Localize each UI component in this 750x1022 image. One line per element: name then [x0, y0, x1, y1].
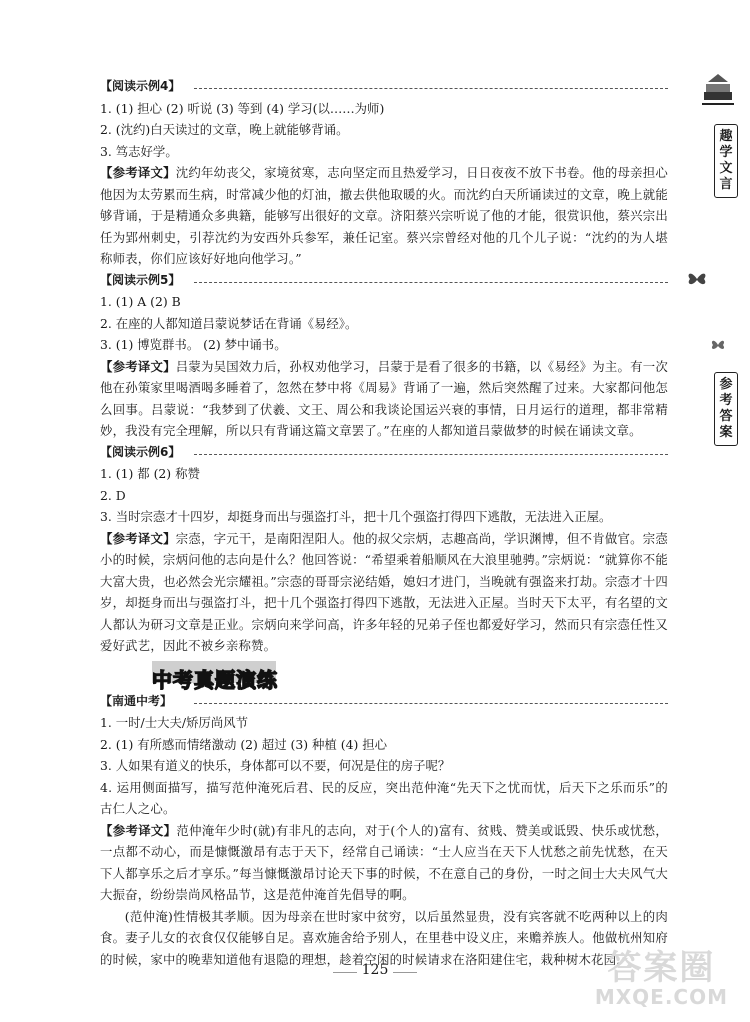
banner-title: 中考真题演练 — [152, 667, 278, 692]
butterfly-small-icon — [710, 338, 726, 352]
reference-translation — [100, 162, 668, 270]
reference-translation — [100, 528, 668, 657]
watermark-line2: MXQE.COM — [594, 985, 728, 1009]
watermark-line1: 答案圈 — [607, 948, 716, 988]
section-title-example-6: 【阅读示例6】 — [100, 442, 668, 464]
answer-line: 1. (1) 担心 (2) 听说 (3) 等到 (4) 学习(以……为师) — [100, 100, 385, 116]
answer-line: 2. (沈约)白天读过的文章，晚上就能够背诵。 — [100, 122, 349, 137]
side-tab-answers: 参考答案 — [714, 372, 738, 446]
reference-tag: 【参考译文】 — [100, 165, 176, 180]
section-title-nantong: 【南通中考】 — [100, 691, 668, 713]
side-tab-quxue: 趣学文言 — [714, 124, 738, 198]
reference-tag: 【参考译文】 — [100, 358, 176, 374]
reference-text: 沈约年幼丧父，家境贫寒，志向坚定而且热爱学习，日日夜夜不放下书卷。他的母亲担心他因为太劳累而生病，时常减少他的灯油，撤去供他取暖的火。而沈约白天所诵读过的文章，晚上就能够背诵，于是精通众多典籍，能够写出很好的文章。济阳蔡兴宗听说了他的才能，很赏识他，蔡兴宗出任为郢州刺史，引荐沈约为安西外兵参军，兼任记室。蔡兴宗曾经对他的几个儿子说：“沈约的为人堪称师表，你们应该好好地向他学习。” — [100, 165, 668, 266]
reference-text: 吕蒙为吴国效力后，孙权劝他学习，吕蒙于是看了很多的书籍，以《易经》为主。有一次他在孙策家里喝酒喝多睡着了，忽然在梦中将《周易》背诵了一遍，然后突然醒了过来。大家都问他怎么回事。吕蒙说：“我梦到了伏羲、文王、周公和我谈论国运兴衰的事情，日月运行的道理，都非常精妙，我没有完全理解，所以只有背诵这篇文章罢了。”在座的人都知道吕蒙做梦的时候在诵读文章。 — [100, 358, 668, 438]
reference-text: 范仲淹年少时(就)有非凡的志向，对于(个人的)富有、贫贱、赞美或诋毁、快乐或忧愁，一点都不动心，而是慷慨激昂有志于天下，经常自己诵读：“士人应当在天下人忧愁之前先忧愁，在天下人都享乐之后才享乐。”每当慷慨激昂讨论天下事的时候，不在意自己的身份，一时之间士大夫风气大大振奋，纷纷崇尚风格品节，这是范仲淹首先倡导的啊。 — [100, 822, 668, 902]
reference-translation — [100, 820, 668, 906]
answer-line: 3. 人如果有道义的快乐，身体都可以不要，何况是住的房子呢？ — [100, 758, 451, 773]
answer-line: 3. 当时宗悫才十四岁，却挺身而出与强盗打斗，把十几个强盗打得四下逃散，无法进入正屋。 — [100, 509, 612, 524]
watermark — [595, 950, 728, 1008]
exam-practice-banner — [100, 657, 668, 691]
section-title-example-5: 【阅读示例5】 — [100, 270, 668, 292]
reference-text-continued: (范仲淹)性情极其孝顺。因为母亲在世时家中贫穷，以后虽然显贵，没有宾客就不吃两种以上的肉食。妻子儿女的衣食仅仅能够自足。喜欢施舍给予别人，在里巷中设义庄，来赡养族人。他做杭州知府的时候，家中的晚辈知道他有退隐的理想，趁着空闲的时候请求在洛阳建住宅，栽种树木花园， — [100, 908, 668, 967]
answer-line: 2. (1) 有所感而情绪激动 (2) 超过 (3) 种植 (4) 担心 — [100, 736, 388, 752]
answer-line: 1. 一时/士大夫/矫厉尚风节 — [100, 715, 249, 730]
answer-line: 3. (1) 博览群书。 (2) 梦中诵书。 — [100, 337, 287, 352]
answer-line: 2. 在座的人都知道吕蒙说梦话在背诵《易经》。 — [100, 315, 358, 331]
reference-tag: 【参考译文】 — [100, 822, 177, 838]
answer-line: 3. 笃志好学。 — [100, 143, 178, 159]
reference-tag: 【参考译文】 — [100, 530, 176, 546]
answer-line: 2. D — [100, 487, 126, 503]
page-number: 125 — [333, 962, 417, 978]
section-title-example-4: 【阅读示例4】 — [100, 76, 668, 98]
reference-text: 宗悫，字元干，是南阳涅阳人。他的叔父宗炳，志趣高尚，学识渊博，但不肯做官。宗悫小的时候，宗炳问他的志向是什么？他回答说：“希望乘着船顺风在大浪里驰骋。”宗炳说：“就算你不能大富大贵，也必然会光宗耀祖。”宗悫的哥哥宗泌结婚，媳妇才进门，当晚就有强盗来打劫。宗悫才十四岁，却挺身而出与强盗打斗，把十几个强盗打得四下逃散，无法进入正屋。当时天下太平，有名望的文人都认为研习文章是正业。宗炳向来学问高，许多年轻的兄弟子侄也都爱好学习，然而只有宗悫任性又爱好武艺，因此不被乡亲称赞。 — [100, 530, 668, 653]
book-decoration-icon — [698, 72, 738, 122]
answer-content — [100, 76, 668, 970]
answer-line: 1. (1) 都 (2) 称赞 — [100, 466, 200, 481]
answer-line: 1. (1) A (2) B — [100, 294, 181, 309]
butterfly-icon — [686, 270, 708, 288]
reference-translation — [100, 356, 668, 442]
answer-line: 4. 运用侧面描写，描写范仲淹死后君、民的反应，突出范仲淹“先天下之忧而忧，后天下之乐而乐”的古仁人之心。 — [100, 779, 668, 816]
